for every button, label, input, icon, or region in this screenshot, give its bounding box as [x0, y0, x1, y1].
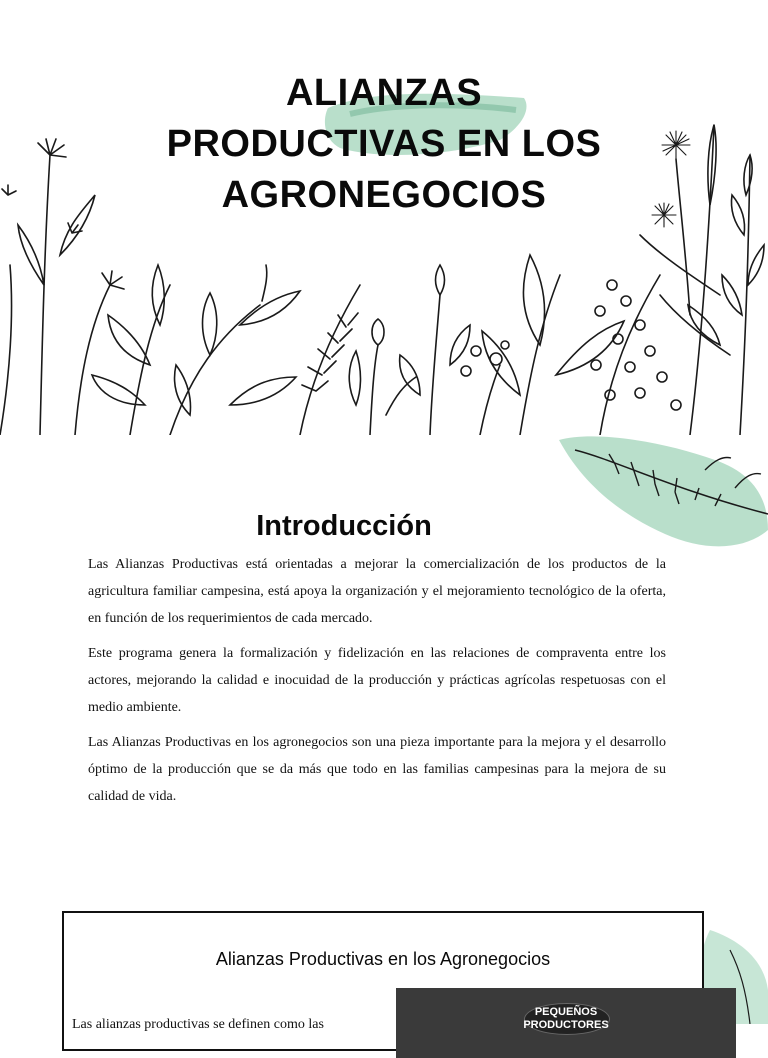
intro-paragraph: Las Alianzas Productivas en los agronegocios son una pieza importante para la mejora y el desarrollo óptimo de la producción que se da más que todo en las familias campesinas para la mejora de su calidad de vida.: [88, 735, 666, 804]
title-line-2: PRODUCTIVAS EN LOS: [166, 123, 602, 165]
intro-paragraph: Las Alianzas Productivas está orientadas a mejorar la comercialización de los productos de la agricultura familiar campesina, está apoya la organización y el mejoramiento tecnológico de la oferta, en función de los requerimientos de cada mercado.: [88, 557, 666, 626]
intro-heading: Introducción: [256, 510, 432, 543]
image-panel: [396, 988, 736, 1058]
wildflower-illustration: [0, 115, 768, 435]
title-line-3: AGRONEGOCIOS: [221, 174, 547, 216]
section-box: [62, 911, 704, 1051]
intro-body: [88, 551, 666, 818]
panel-label-1: PEQUEÑOS: [534, 1006, 598, 1018]
intro-paragraph: Este programa genera la formalización y fidelización en las relaciones de compraventa entre los actores, mejorando la calidad e inocuidad de la producción y prácticas agrícolas respetuosas con el medio ambiente.: [88, 646, 666, 715]
panel-label-2: PRODUCTORES: [523, 1019, 609, 1031]
box-text: Las alianzas productivas se definen como las: [72, 1017, 324, 1032]
title-line-1: ALIANZAS: [285, 72, 483, 114]
box-title: Alianzas Productivas en los Agronegocios: [215, 949, 551, 969]
